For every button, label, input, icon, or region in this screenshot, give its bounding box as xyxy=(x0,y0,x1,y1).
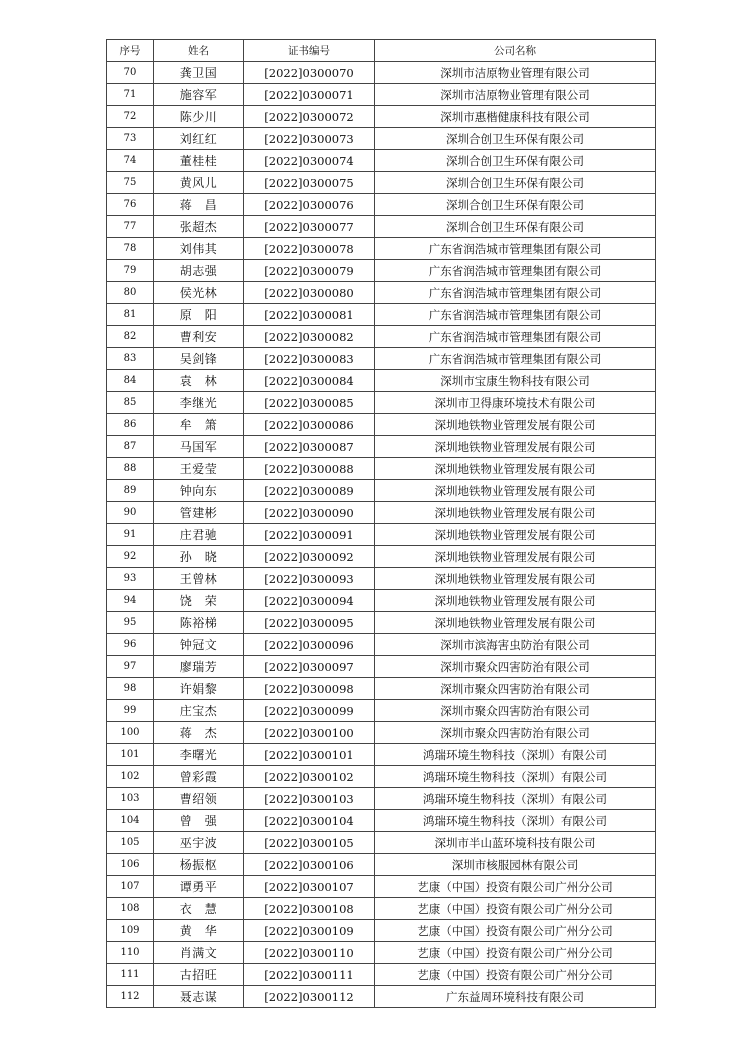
name-cell: 蒋 昌 xyxy=(154,194,244,216)
serial-number-cell: 107 xyxy=(107,876,154,898)
serial-number-cell: 72 xyxy=(107,106,154,128)
name-cell: 曾 强 xyxy=(154,810,244,832)
serial-number-cell: 100 xyxy=(107,722,154,744)
company-name-cell: 深圳地铁物业管理发展有限公司 xyxy=(375,546,656,568)
name-cell: 庄宝杰 xyxy=(154,700,244,722)
table-row xyxy=(107,590,656,612)
name-cell: 孙 晓 xyxy=(154,546,244,568)
company-name-cell: 鸿瑞环境生物科技（深圳）有限公司 xyxy=(375,810,656,832)
serial-number-cell: 79 xyxy=(107,260,154,282)
table-row xyxy=(107,480,656,502)
certificate-number-cell: [2022]0300086 xyxy=(244,414,375,436)
table-row xyxy=(107,216,656,238)
company-name-cell: 深圳市聚众四害防治有限公司 xyxy=(375,722,656,744)
certificate-number-cell: [2022]0300087 xyxy=(244,436,375,458)
certificate-number-cell: [2022]0300106 xyxy=(244,854,375,876)
company-name-cell: 深圳市洁原物业管理有限公司 xyxy=(375,84,656,106)
company-name-cell: 深圳合创卫生环保有限公司 xyxy=(375,128,656,150)
header-certificate-number: 证书编号 xyxy=(244,40,375,62)
name-cell: 巫宇波 xyxy=(154,832,244,854)
name-cell: 庄君驰 xyxy=(154,524,244,546)
header-name: 姓名 xyxy=(154,40,244,62)
name-cell: 曹绍领 xyxy=(154,788,244,810)
table-row xyxy=(107,282,656,304)
company-name-cell: 广东省润浩城市管理集团有限公司 xyxy=(375,326,656,348)
certificate-number-cell: [2022]0300090 xyxy=(244,502,375,524)
company-name-cell: 深圳市核服园林有限公司 xyxy=(375,854,656,876)
certificate-number-cell: [2022]0300099 xyxy=(244,700,375,722)
company-name-cell: 深圳市卫得康环境技术有限公司 xyxy=(375,392,656,414)
name-cell: 曹利安 xyxy=(154,326,244,348)
serial-number-cell: 75 xyxy=(107,172,154,194)
table-row xyxy=(107,546,656,568)
table-row xyxy=(107,194,656,216)
certificate-number-cell: [2022]0300100 xyxy=(244,722,375,744)
certificate-number-cell: [2022]0300098 xyxy=(244,678,375,700)
company-name-cell: 深圳地铁物业管理发展有限公司 xyxy=(375,568,656,590)
table-row xyxy=(107,964,656,986)
serial-number-cell: 99 xyxy=(107,700,154,722)
name-cell: 张超杰 xyxy=(154,216,244,238)
name-cell: 王曾林 xyxy=(154,568,244,590)
certificate-number-cell: [2022]0300071 xyxy=(244,84,375,106)
table-row xyxy=(107,524,656,546)
certificate-number-cell: [2022]0300091 xyxy=(244,524,375,546)
table-row xyxy=(107,62,656,84)
table-row xyxy=(107,458,656,480)
certificate-number-cell: [2022]0300097 xyxy=(244,656,375,678)
certificate-number-cell: [2022]0300081 xyxy=(244,304,375,326)
name-cell: 董桂桂 xyxy=(154,150,244,172)
serial-number-cell: 85 xyxy=(107,392,154,414)
serial-number-cell: 81 xyxy=(107,304,154,326)
name-cell: 侯光林 xyxy=(154,282,244,304)
serial-number-cell: 94 xyxy=(107,590,154,612)
certificate-number-cell: [2022]0300073 xyxy=(244,128,375,150)
table-row xyxy=(107,260,656,282)
table-row xyxy=(107,304,656,326)
table-row xyxy=(107,854,656,876)
certificate-number-cell: [2022]0300084 xyxy=(244,370,375,392)
name-cell: 聂志谋 xyxy=(154,986,244,1008)
name-cell: 钟冠文 xyxy=(154,634,244,656)
certificate-number-cell: [2022]0300078 xyxy=(244,238,375,260)
header-company-name: 公司名称 xyxy=(375,40,656,62)
table-row xyxy=(107,920,656,942)
table-row xyxy=(107,370,656,392)
table-row xyxy=(107,744,656,766)
table-row xyxy=(107,612,656,634)
serial-number-cell: 70 xyxy=(107,62,154,84)
table-row xyxy=(107,150,656,172)
table-row xyxy=(107,502,656,524)
name-cell: 陈裕梯 xyxy=(154,612,244,634)
company-name-cell: 艺康（中国）投资有限公司广州分公司 xyxy=(375,898,656,920)
table-row xyxy=(107,568,656,590)
name-cell: 李继光 xyxy=(154,392,244,414)
company-name-cell: 深圳地铁物业管理发展有限公司 xyxy=(375,524,656,546)
serial-number-cell: 88 xyxy=(107,458,154,480)
table-row xyxy=(107,84,656,106)
certificate-table xyxy=(106,39,656,1008)
serial-number-cell: 98 xyxy=(107,678,154,700)
table-row xyxy=(107,678,656,700)
serial-number-cell: 87 xyxy=(107,436,154,458)
table-body xyxy=(107,62,656,1008)
name-cell: 管建彬 xyxy=(154,502,244,524)
certificate-number-cell: [2022]0300107 xyxy=(244,876,375,898)
serial-number-cell: 111 xyxy=(107,964,154,986)
certificate-number-cell: [2022]0300070 xyxy=(244,62,375,84)
company-name-cell: 艺康（中国）投资有限公司广州分公司 xyxy=(375,964,656,986)
certificate-number-cell: [2022]0300108 xyxy=(244,898,375,920)
serial-number-cell: 96 xyxy=(107,634,154,656)
serial-number-cell: 105 xyxy=(107,832,154,854)
company-name-cell: 深圳市滨海害虫防治有限公司 xyxy=(375,634,656,656)
certificate-number-cell: [2022]0300112 xyxy=(244,986,375,1008)
serial-number-cell: 95 xyxy=(107,612,154,634)
certificate-number-cell: [2022]0300083 xyxy=(244,348,375,370)
company-name-cell: 广东省润浩城市管理集团有限公司 xyxy=(375,238,656,260)
company-name-cell: 广东益周环境科技有限公司 xyxy=(375,986,656,1008)
table-row xyxy=(107,238,656,260)
table-row xyxy=(107,634,656,656)
table-row xyxy=(107,128,656,150)
serial-number-cell: 104 xyxy=(107,810,154,832)
serial-number-cell: 77 xyxy=(107,216,154,238)
table-row xyxy=(107,414,656,436)
serial-number-cell: 92 xyxy=(107,546,154,568)
table-row xyxy=(107,326,656,348)
serial-number-cell: 71 xyxy=(107,84,154,106)
table-row xyxy=(107,348,656,370)
serial-number-cell: 89 xyxy=(107,480,154,502)
certificate-number-cell: [2022]0300111 xyxy=(244,964,375,986)
table-row xyxy=(107,722,656,744)
table-row xyxy=(107,876,656,898)
company-name-cell: 鸿瑞环境生物科技（深圳）有限公司 xyxy=(375,766,656,788)
company-name-cell: 深圳市半山蓝环境科技有限公司 xyxy=(375,832,656,854)
name-cell: 钟向东 xyxy=(154,480,244,502)
company-name-cell: 深圳地铁物业管理发展有限公司 xyxy=(375,502,656,524)
name-cell: 吴剑锋 xyxy=(154,348,244,370)
company-name-cell: 深圳市聚众四害防治有限公司 xyxy=(375,678,656,700)
serial-number-cell: 78 xyxy=(107,238,154,260)
name-cell: 刘红红 xyxy=(154,128,244,150)
company-name-cell: 深圳地铁物业管理发展有限公司 xyxy=(375,480,656,502)
table-row xyxy=(107,766,656,788)
company-name-cell: 鸿瑞环境生物科技（深圳）有限公司 xyxy=(375,744,656,766)
company-name-cell: 深圳合创卫生环保有限公司 xyxy=(375,150,656,172)
serial-number-cell: 108 xyxy=(107,898,154,920)
name-cell: 肖满文 xyxy=(154,942,244,964)
certificate-number-cell: [2022]0300109 xyxy=(244,920,375,942)
name-cell: 陈少川 xyxy=(154,106,244,128)
serial-number-cell: 90 xyxy=(107,502,154,524)
certificate-number-cell: [2022]0300080 xyxy=(244,282,375,304)
serial-number-cell: 103 xyxy=(107,788,154,810)
serial-number-cell: 74 xyxy=(107,150,154,172)
table-row xyxy=(107,986,656,1008)
certificate-number-cell: [2022]0300096 xyxy=(244,634,375,656)
certificate-number-cell: [2022]0300088 xyxy=(244,458,375,480)
serial-number-cell: 97 xyxy=(107,656,154,678)
company-name-cell: 艺康（中国）投资有限公司广州分公司 xyxy=(375,942,656,964)
name-cell: 胡志强 xyxy=(154,260,244,282)
table-row xyxy=(107,436,656,458)
certificate-number-cell: [2022]0300079 xyxy=(244,260,375,282)
certificate-number-cell: [2022]0300072 xyxy=(244,106,375,128)
table-row xyxy=(107,656,656,678)
certificate-number-cell: [2022]0300082 xyxy=(244,326,375,348)
company-name-cell: 深圳地铁物业管理发展有限公司 xyxy=(375,458,656,480)
certificate-number-cell: [2022]0300110 xyxy=(244,942,375,964)
company-name-cell: 深圳地铁物业管理发展有限公司 xyxy=(375,590,656,612)
company-name-cell: 深圳市惠楷健康科技有限公司 xyxy=(375,106,656,128)
serial-number-cell: 83 xyxy=(107,348,154,370)
table-row xyxy=(107,172,656,194)
header-serial-number: 序号 xyxy=(107,40,154,62)
certificate-number-cell: [2022]0300089 xyxy=(244,480,375,502)
serial-number-cell: 101 xyxy=(107,744,154,766)
company-name-cell: 深圳地铁物业管理发展有限公司 xyxy=(375,414,656,436)
table-row xyxy=(107,392,656,414)
table-row xyxy=(107,832,656,854)
company-name-cell: 深圳合创卫生环保有限公司 xyxy=(375,172,656,194)
name-cell: 谭勇平 xyxy=(154,876,244,898)
company-name-cell: 广东省润浩城市管理集团有限公司 xyxy=(375,304,656,326)
company-name-cell: 艺康（中国）投资有限公司广州分公司 xyxy=(375,876,656,898)
table-row xyxy=(107,700,656,722)
company-name-cell: 深圳市宝康生物科技有限公司 xyxy=(375,370,656,392)
certificate-number-cell: [2022]0300077 xyxy=(244,216,375,238)
name-cell: 曾彩霞 xyxy=(154,766,244,788)
serial-number-cell: 109 xyxy=(107,920,154,942)
certificate-number-cell: [2022]0300074 xyxy=(244,150,375,172)
certificate-number-cell: [2022]0300095 xyxy=(244,612,375,634)
name-cell: 许娟黎 xyxy=(154,678,244,700)
table-row xyxy=(107,898,656,920)
table-row xyxy=(107,106,656,128)
serial-number-cell: 76 xyxy=(107,194,154,216)
certificate-number-cell: [2022]0300104 xyxy=(244,810,375,832)
name-cell: 廖瑞芳 xyxy=(154,656,244,678)
serial-number-cell: 80 xyxy=(107,282,154,304)
serial-number-cell: 106 xyxy=(107,854,154,876)
serial-number-cell: 73 xyxy=(107,128,154,150)
company-name-cell: 鸿瑞环境生物科技（深圳）有限公司 xyxy=(375,788,656,810)
name-cell: 李曙光 xyxy=(154,744,244,766)
company-name-cell: 深圳地铁物业管理发展有限公司 xyxy=(375,612,656,634)
name-cell: 马国军 xyxy=(154,436,244,458)
company-name-cell: 广东省润浩城市管理集团有限公司 xyxy=(375,282,656,304)
table-header-row xyxy=(107,40,656,62)
name-cell: 蒋 杰 xyxy=(154,722,244,744)
company-name-cell: 广东省润浩城市管理集团有限公司 xyxy=(375,348,656,370)
name-cell: 衣 慧 xyxy=(154,898,244,920)
name-cell: 施容军 xyxy=(154,84,244,106)
certificate-number-cell: [2022]0300094 xyxy=(244,590,375,612)
company-name-cell: 艺康（中国）投资有限公司广州分公司 xyxy=(375,920,656,942)
table-row xyxy=(107,788,656,810)
certificate-number-cell: [2022]0300075 xyxy=(244,172,375,194)
certificate-number-cell: [2022]0300093 xyxy=(244,568,375,590)
name-cell: 饶 荣 xyxy=(154,590,244,612)
name-cell: 牟 箫 xyxy=(154,414,244,436)
name-cell: 古招旺 xyxy=(154,964,244,986)
serial-number-cell: 110 xyxy=(107,942,154,964)
name-cell: 杨振枢 xyxy=(154,854,244,876)
certificate-number-cell: [2022]0300102 xyxy=(244,766,375,788)
name-cell: 黄风儿 xyxy=(154,172,244,194)
name-cell: 王爱莹 xyxy=(154,458,244,480)
serial-number-cell: 102 xyxy=(107,766,154,788)
serial-number-cell: 93 xyxy=(107,568,154,590)
certificate-number-cell: [2022]0300101 xyxy=(244,744,375,766)
certificate-number-cell: [2022]0300103 xyxy=(244,788,375,810)
company-name-cell: 深圳地铁物业管理发展有限公司 xyxy=(375,436,656,458)
name-cell: 袁 林 xyxy=(154,370,244,392)
name-cell: 刘伟其 xyxy=(154,238,244,260)
table-row xyxy=(107,810,656,832)
company-name-cell: 深圳市聚众四害防治有限公司 xyxy=(375,656,656,678)
name-cell: 黄 华 xyxy=(154,920,244,942)
company-name-cell: 广东省润浩城市管理集团有限公司 xyxy=(375,260,656,282)
certificate-number-cell: [2022]0300085 xyxy=(244,392,375,414)
name-cell: 龚卫国 xyxy=(154,62,244,84)
serial-number-cell: 112 xyxy=(107,986,154,1008)
company-name-cell: 深圳合创卫生环保有限公司 xyxy=(375,216,656,238)
table-row xyxy=(107,942,656,964)
certificate-number-cell: [2022]0300076 xyxy=(244,194,375,216)
serial-number-cell: 84 xyxy=(107,370,154,392)
name-cell: 原 阳 xyxy=(154,304,244,326)
company-name-cell: 深圳市洁原物业管理有限公司 xyxy=(375,62,656,84)
serial-number-cell: 86 xyxy=(107,414,154,436)
company-name-cell: 深圳市聚众四害防治有限公司 xyxy=(375,700,656,722)
serial-number-cell: 82 xyxy=(107,326,154,348)
certificate-number-cell: [2022]0300092 xyxy=(244,546,375,568)
certificate-number-cell: [2022]0300105 xyxy=(244,832,375,854)
serial-number-cell: 91 xyxy=(107,524,154,546)
company-name-cell: 深圳合创卫生环保有限公司 xyxy=(375,194,656,216)
